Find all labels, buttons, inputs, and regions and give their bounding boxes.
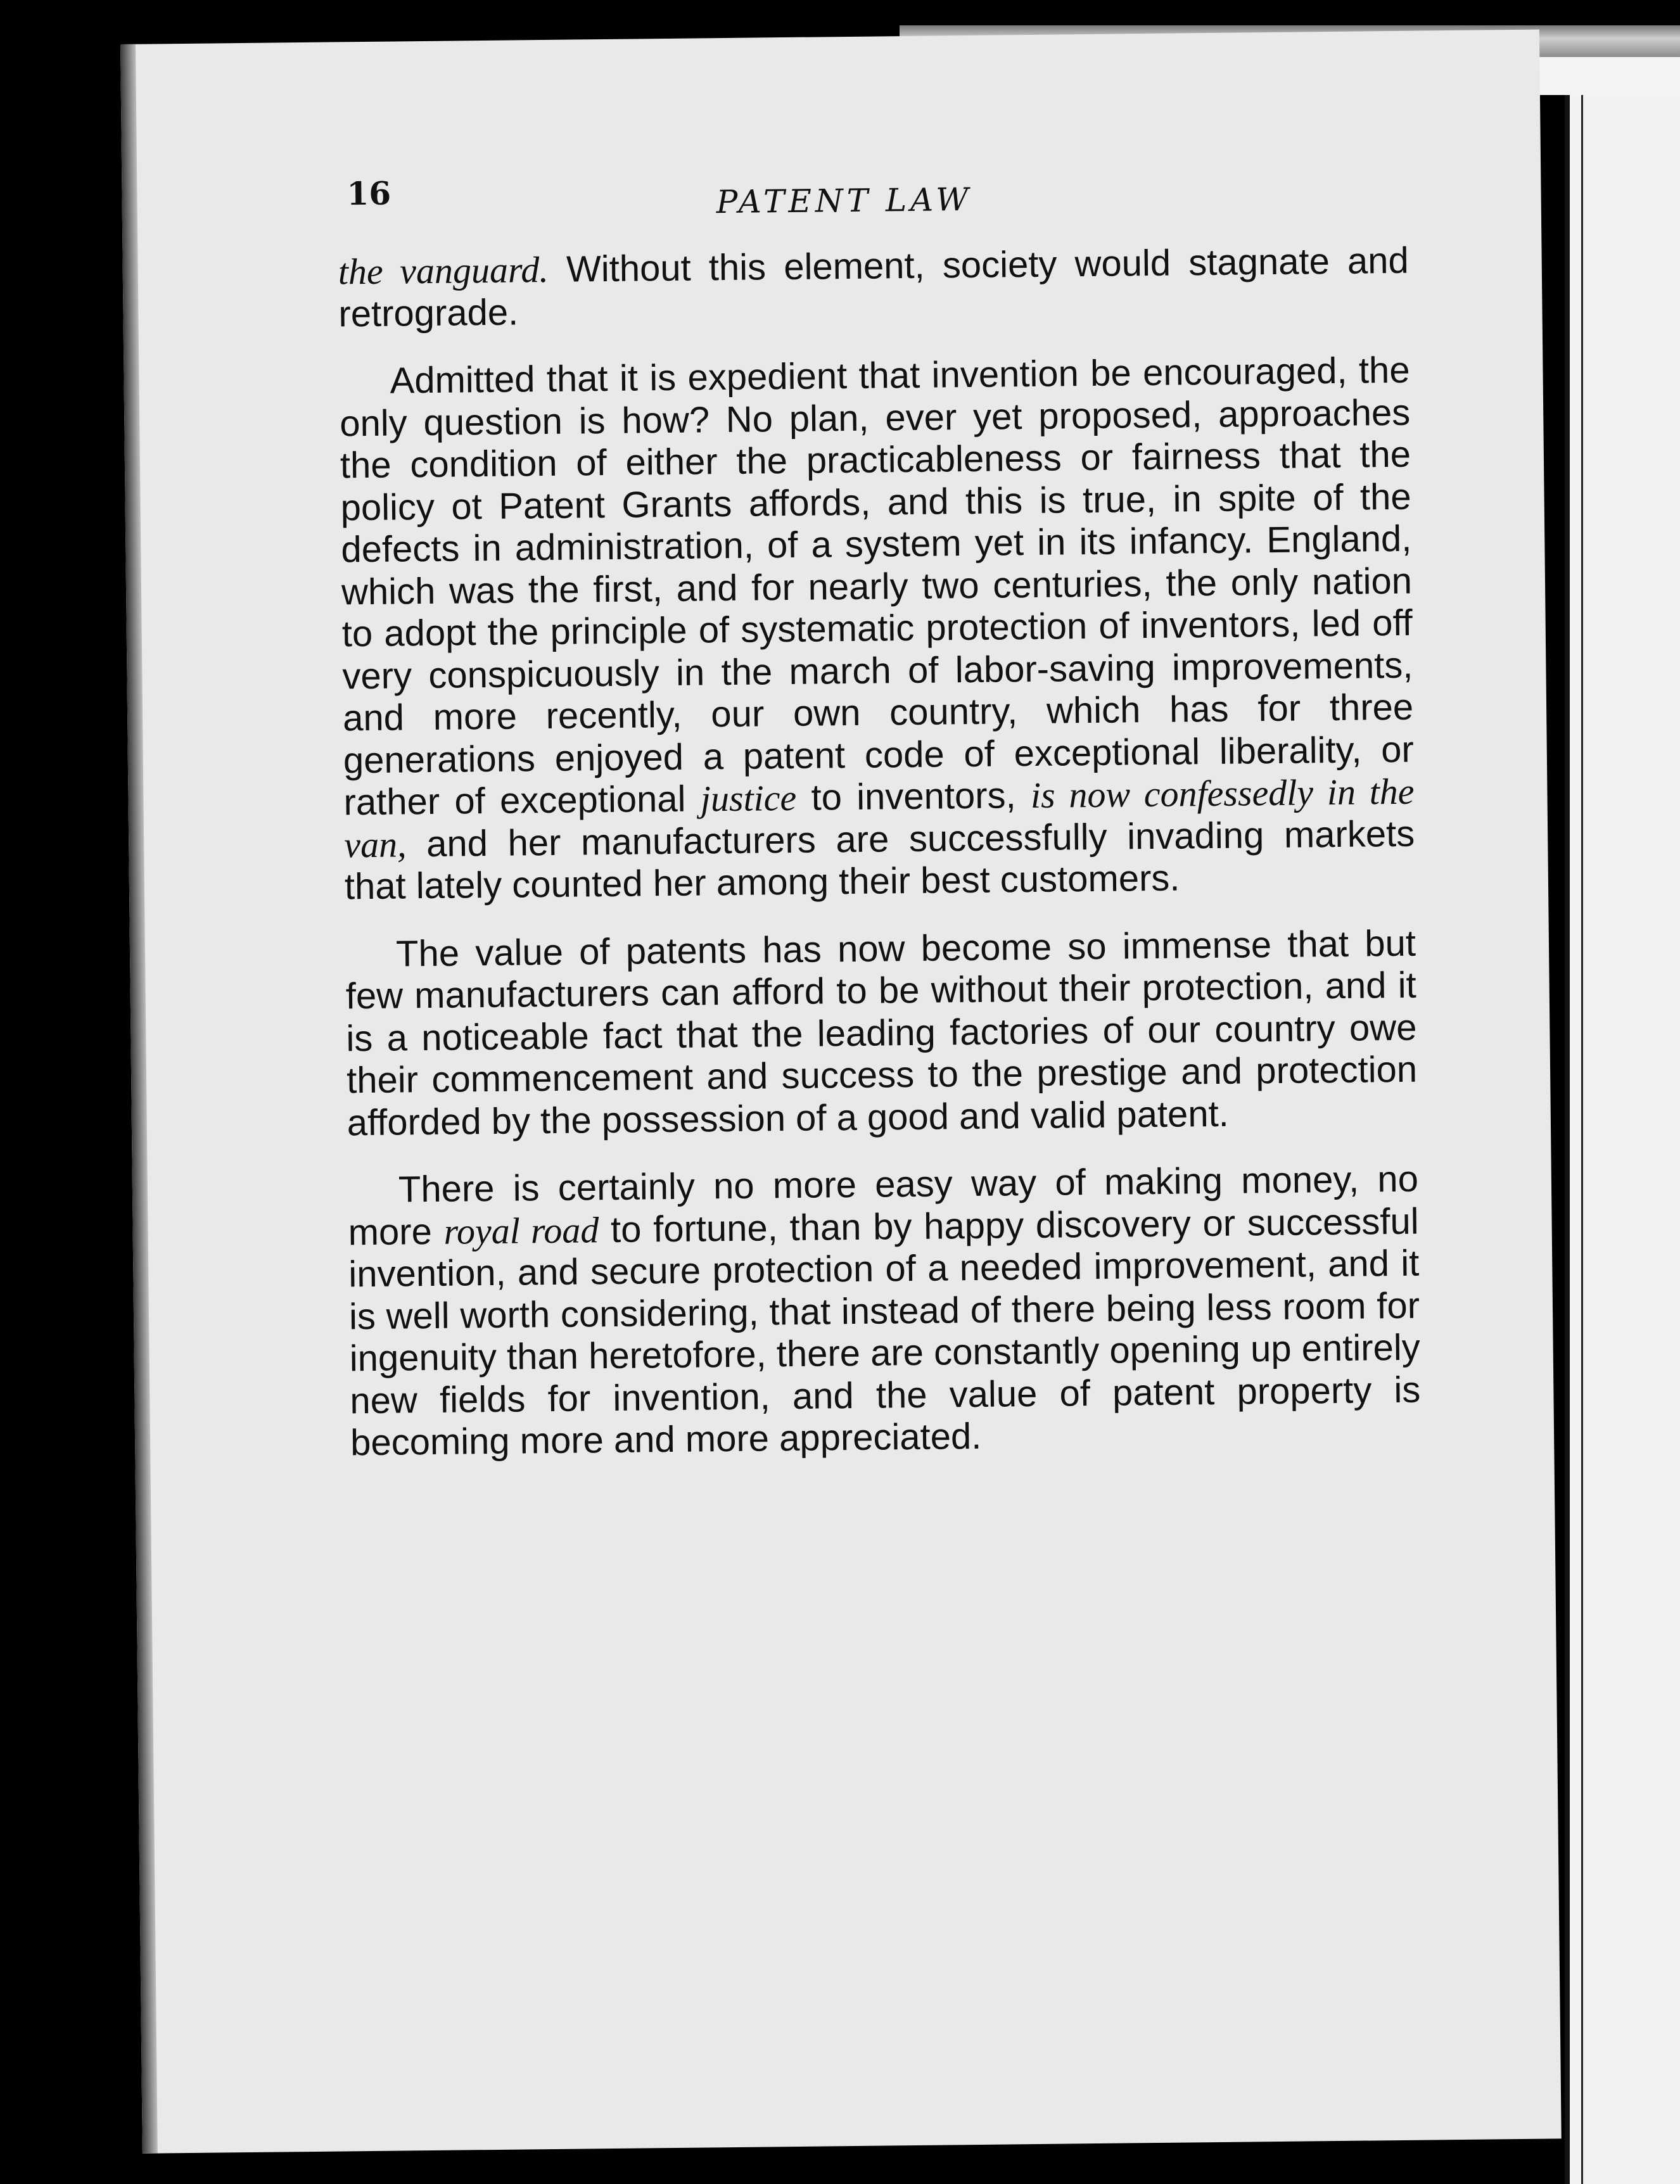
text-span: Without this element, society would stagnate and retrograde.	[338, 239, 1410, 334]
paragraph	[348, 1159, 1422, 1464]
text-span: and her manufacturers are successfully invading markets that lately counted her among their best customers.	[344, 813, 1415, 908]
italic-text-span: is now confessedly in the van,	[343, 770, 1415, 865]
text-span: There is certainly no more easy way of making money, no more	[348, 1158, 1419, 1253]
text-span: Admitted that it is expedient that invention be encouraged, the only question is how? No plan, ever yet proposed, approaches the condition of either the practicableness or fairness that the policy ot Patent Grants affords, and this is true, in spite of the defects in administration, of a system yet in its infancy. England, which was the first, and for nearly two centuries, the only nation to adopt the principle of systematic protection of inventors, led off very conspicuously in the march of labor-saving improvements, and more recently, our own country, which has for three generations enjoyed a patent code of exceptional liberality, or rather of exceptional	[339, 349, 1415, 823]
paragraph	[338, 240, 1409, 336]
text-span: The value of patents has now become so immense that but few manufacturers can afford to be without their protection, and it is a noticeable fact that the leading factories of our country owe their commencement and success to the prestige and protection afforded by the possession of a good and valid patent.	[345, 922, 1418, 1143]
paragraph	[345, 922, 1418, 1144]
text-span: to inventors,	[796, 775, 1031, 818]
italic-text-span: royal road	[443, 1209, 599, 1252]
page-number: 16	[347, 174, 391, 213]
italic-text-span: the vanguard.	[338, 248, 549, 293]
paragraph	[339, 350, 1415, 908]
book-page	[120, 30, 1562, 2154]
body-text	[338, 240, 1421, 1490]
italic-text-span: justice	[700, 777, 797, 820]
running-head: PATENT LAW	[716, 181, 972, 221]
binding-edge	[120, 44, 158, 2154]
adjacent-page-rule	[1581, 60, 1583, 2184]
text-span: to fortune, than by happy discovery or successful invention, and secure protection of a needed improvement, and it is well worth considering, that instead of there being less room for ingenuity than heretofore, there are constantly opening up entirely new fields for invention, and the value of patent property is becoming more and more appreciated.	[348, 1200, 1421, 1464]
adjacent-page-strip	[1565, 60, 1680, 2184]
